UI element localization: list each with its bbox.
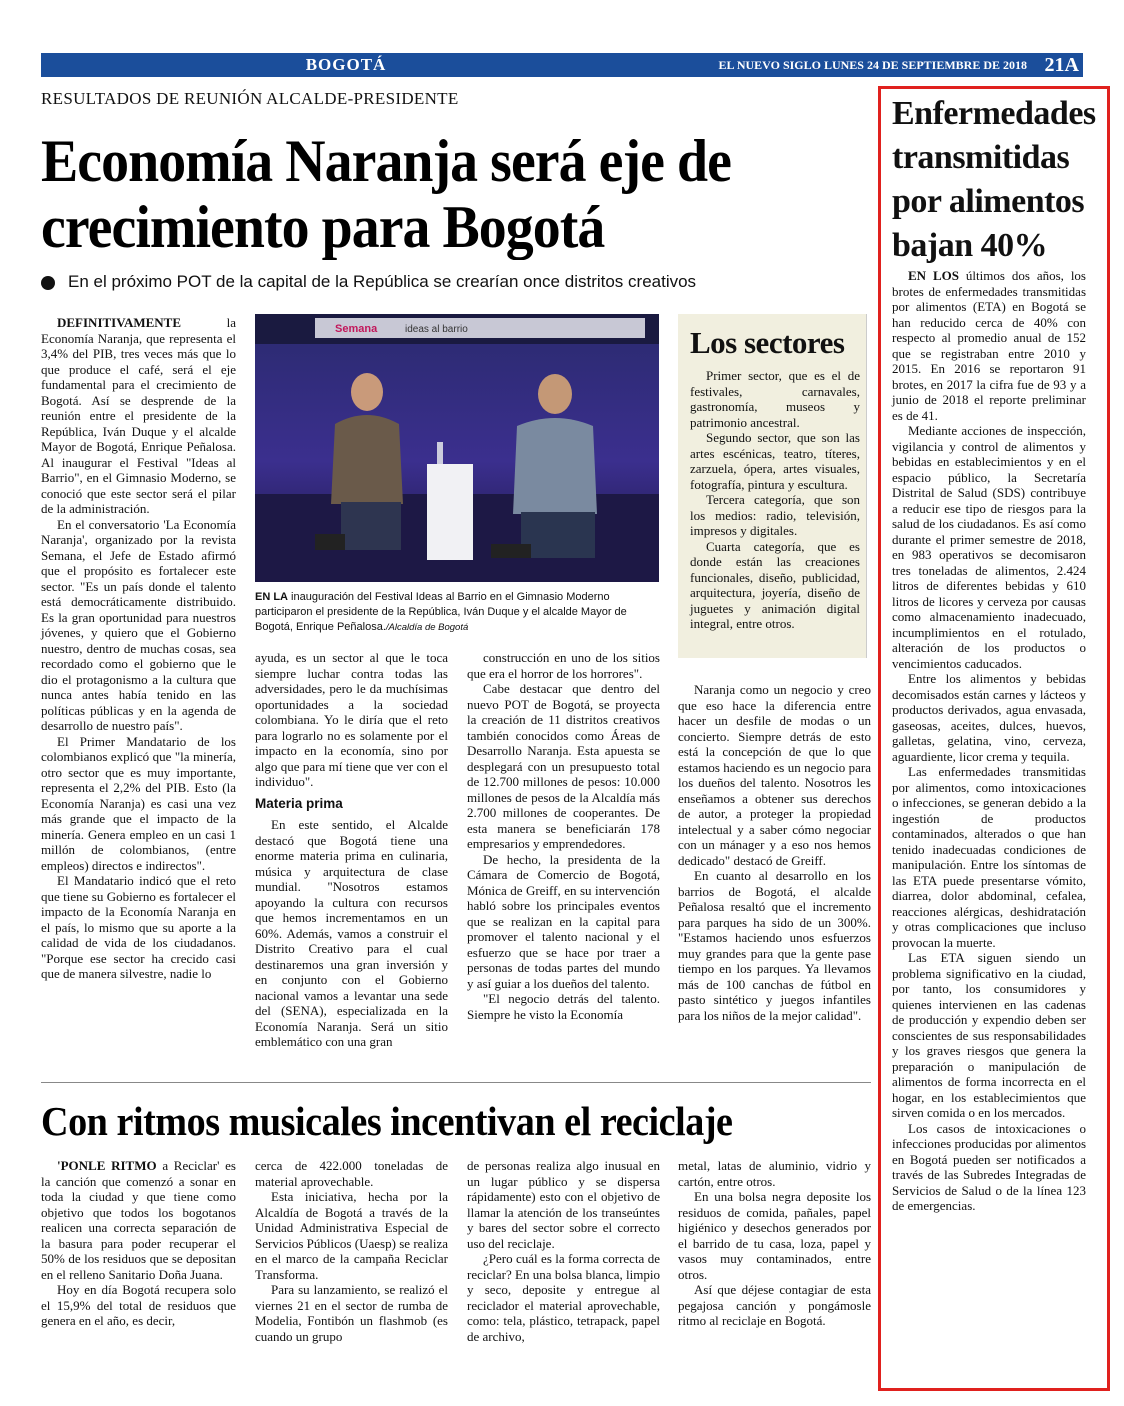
column-paragraph xyxy=(467,1158,660,1251)
column-paragraph xyxy=(255,1158,448,1189)
column-paragraph xyxy=(467,991,660,1022)
publication-date: EL NUEVO SIGLO LUNES 24 DE SEPTIEMBRE DE 2018 xyxy=(718,58,1027,72)
page-header-bar xyxy=(41,53,1083,77)
sector-item: Segundo sector, que son las artes escénicas, teatro, títeres, zarzuela, ópera, artes visuales, fotografía, pintura y escultura. xyxy=(690,430,860,492)
second-article-column-2 xyxy=(255,1158,448,1344)
paragraph-text: "El negocio detrás del talento. Siempre he visto la Economía xyxy=(467,991,660,1022)
paragraph-text: últimos dos años, los brotes de enfermedades transmitidas por alimentos (ETA) en Bogotá se han reducido cerca de 40% con respecto al promedio anual de 152 que se registraban entre 2010 y 2015. En 2016 se reportaron 91 brotes, en 2017 la cifra fue de 93 y a junio de 2018 el reporte preliminar es de 41. xyxy=(892,268,1086,423)
column-paragraph xyxy=(41,315,236,517)
bullet-icon xyxy=(41,276,55,290)
sector-item: Cuarta categoría, que es donde están las creaciones funcionales, diseño, publicidad, arquitectura, joyería, diseño de juguetes y animación digital integral, entre otros. xyxy=(690,538,860,631)
paragraph-text: metal, latas de aluminio, vidrio y cartón, entre otros. xyxy=(678,1158,871,1189)
column-paragraph xyxy=(467,650,660,681)
caption-lead: EN LA xyxy=(255,591,288,603)
article-headline: Economía Naranja será eje de crecimiento para Bogotá xyxy=(41,128,731,260)
article-column-3 xyxy=(467,650,660,1022)
column-paragraph xyxy=(467,681,660,852)
sidebar-headline: Enfermedades transmitidas por alimentos bajan 40% xyxy=(892,95,1096,264)
photo-banner-text-2: ideas al barrio xyxy=(405,324,468,335)
paragraph-text: Cabe destacar que dentro del nuevo POT de Bogotá, se proyecta la creación de 11 distritos creativos también conocidos como Áreas de Desarrollo Naranja. Esta apuesta se desplegará con un presupuesto total de 12.700 millones de pesos: 10.000 millones de pesos de la Alcaldía más 2.700 millones de cooperantes. De esta manera se beneficiarán 178 empresarios y emprendedores. xyxy=(467,681,660,851)
second-article-column-3 xyxy=(467,1158,660,1344)
photo-banner-text: Semana xyxy=(335,323,378,335)
paragraph-text: cerca de 422.000 toneladas de material aprovechable. xyxy=(255,1158,448,1189)
second-article-column-1 xyxy=(41,1158,236,1329)
column-paragraph xyxy=(41,873,236,982)
lead-word: 'PONLE RITMO xyxy=(57,1158,157,1173)
second-article-headline: Con ritmos musicales incentivan el reciclaje xyxy=(41,1098,733,1144)
column-paragraph xyxy=(892,764,1086,950)
column-paragraph xyxy=(467,852,660,992)
sector-item: Tercera categoría, que son los medios: radio, televisión, impresos y digitales. xyxy=(690,492,860,538)
column-paragraph: En este sentido, el Alcalde destacó que Bogotá tiene una enorme materia prima en culinaria, música y arquitectura de clase mundial. "Nosotros estamos apoyando la cultura con recursos que hemos incrementamos en un 60%. Además, vamos a construir el Distrito Creativo para el cual destinaremos una gran inversión y en conjunto con el Gobierno nacional vamos a levantar una sede del (SENA), especializada en la Economía Naranja. Será un sitio emblemático con una gran xyxy=(255,817,448,1049)
paragraph-text: ¿Pero cuál es la forma correcta de reciclar? En una bolsa blanca, limpio y seco, deposite y entregue al reciclador el material aprovechable, como: tela, plástico, tetrapack, papel de archivo, xyxy=(467,1251,660,1344)
paragraph-text: En una bolsa negra deposite los residuos de comida, pañales, papel higiénico y desechos generados por el barrido de tu casa, loza, papel y vasos muy contaminados, entre otros. xyxy=(678,1189,871,1282)
lead-word: EN LOS xyxy=(908,268,959,283)
paragraph-text: a Reciclar' es la canción que comenzó a sonar en toda la ciudad y que tiene como objetivo que todos los bogotanos realicen una correcta separación de la basura para poder recuperar el 50% de los residuos que se depositan en el relleno Sanitario Doña Juana. xyxy=(41,1158,236,1282)
paragraph-text: Naranja como un negocio y creo que eso hace la diferencia entre hacer un desfile de modas o un concierto. Siempre detrás de esto está la concepción de que lo que estamos haciendo es un negocio para los dueños del talento. Nosotros les enseñamos a obtener sus derechos de autor, a proteger la propiedad intelectual y a saber cómo negociar con un mánager y a eso nos hemos dedicado" destacó de Greiff. xyxy=(678,682,871,868)
column-paragraph xyxy=(41,517,236,734)
article-column-4 xyxy=(678,682,871,1023)
column-paragraph xyxy=(41,1158,236,1282)
paragraph-text: El Primer Mandatario de los colombianos explicó que "la minería, otro sector que es muy importante, representa el 2,2% del PIB. Esto (la Economía Naranja) es casi una vez más grande que el impacto de la minería. Genera empleo en un casi 1 millón de colombianos, (entre empleos) directos e indirectos". xyxy=(41,733,236,873)
second-article-column-4 xyxy=(678,1158,871,1329)
sectores-title: Los sectores xyxy=(690,325,845,360)
paragraph-text: Mediante acciones de inspección, vigilancia y control de alimentos y bebidas en establecimientos y en el espacio público, la Secretaría Distrital de Salud (SDS) contribuye a reducir ese tipo de riesgos para la salud de los ciudadanos. Es así como durante el primer semestre de 2018, en 983 operativos se decomisaron tres toneladas de alimentos, 2.424 litros de diferentes bebidas y 610 litros de licores y cerveza por causas como almacenamiento inadecuado, incumplimientos en el rotulado, alteración de los productos o vencimientos caducados. xyxy=(892,423,1086,671)
page-number: 21A xyxy=(1044,54,1079,76)
paragraph-text: En cuanto al desarrollo en los barrios de Bogotá, el alcalde Peñalosa resaltó que el incremento para parques ha sido de un 300%. "Estamos haciendo unos esfuerzos muy grandes para que la gente pase tiempo en los parques. Ya llevamos más de 100 canchas de fútbol en pasto sintético y juegos infantiles para los niños de la mejor calidad". xyxy=(678,868,871,1023)
paragraph-text: Entre los alimentos y bebidas decomisados están carnes y lácteos y productos derivados, agua envasada, gaseosas, aceites, dulces, huevos, galletas, gelatina, vino, cerveza, aguardiente, licor crema y tequila. xyxy=(892,671,1086,764)
column-paragraph xyxy=(892,1121,1086,1214)
lead-word: DEFINITIVAMENTE xyxy=(57,315,182,330)
paragraph-text: Las ETA siguen siendo un problema significativo en la ciudad, por tanto, los consumidores y quienes intervienen en las cadenas de producción y expendio deben ser conscientes de sus responsabilidades y los graves riesgos que genera la preparación o manipulación de alimentos de forma incorrecta en el hogar, en los establecimientos que sirven comida o en los mercados. xyxy=(892,950,1086,1120)
paragraph-text: Así que déjese contagiar de esta pegajosa canción y pongámosle ritmo al reciclaje en Bogotá. xyxy=(678,1282,871,1328)
caption-text: inauguración del Festival Ideas al Barrio en el Gimnasio Moderno participaron el presidente de la República, Iván Duque y el alcalde Mayor de Bogotá, Enrique Peñalosa. xyxy=(255,591,627,633)
column-paragraph xyxy=(892,671,1086,764)
column-paragraph: ayuda, es un sector al que le toca siempre luchar contra todas las adversidades, pero le da muchísimas oportunidades a la sociedad colombiana. Yo le diría que el reto para lograrlo no es solamente por el impacto en la economía, sino por algo que para mí tiene que ver con el individuo". xyxy=(255,650,448,789)
sector-item: Primer sector, que es el de festivales, carnavales, gastronomía, museos y patrimonio ancestral. xyxy=(690,368,860,430)
column-paragraph xyxy=(255,1189,448,1282)
article-photo xyxy=(255,314,659,582)
paragraph-text: construcción en uno de los sitios que era el horror de los horrores". xyxy=(467,650,660,681)
paragraph-text: De hecho, la presidenta de la Cámara de Comercio de Bogotá, Mónica de Greiff, en su intervención habló sobre los principales eventos que se realizan en la capital para promover el talento nacional y el esfuerzo que se hace por traer a personas de todas partes del mundo y así guiar a los dueños del talento. xyxy=(467,851,660,991)
column-paragraph xyxy=(678,1282,871,1329)
column-paragraph xyxy=(678,1189,871,1282)
photo-caption xyxy=(255,590,661,635)
section-name: BOGOTÁ xyxy=(305,55,387,74)
paragraph-text: Las enfermedades transmitidas por alimentos, como intoxicaciones o infecciones, se generan debido a la ingestión de productos contaminados, alterados o que han tenido inadecuadas condiciones de manipulación. Entre los síntomas de las ETA puede presentarse vómito, diarrea, dolor abdominal, cefalea, reacciones alérgicas, deshidratación y otras complicaciones que incluso provocan la muerte. xyxy=(892,764,1086,950)
event-photo-illustration xyxy=(255,314,659,582)
column-paragraph xyxy=(892,423,1086,671)
paragraph-text: Los casos de intoxicaciones o infecciones producidas por alimentos en Bogotá pueden ser notificados a través de las Subredes Integradas de Servicios de Salud o de la línea 123 de emergencias. xyxy=(892,1120,1086,1213)
paragraph-text: En el conversatorio 'La Economía Naranja', organizado por la revista Semana, el Jefe de Estado afirmó que el propósito es fortalecer este sector. "Es un país donde el talento está democráticamente distribuido. Es la gran oportunidad para nuestros jóvenes, y quiero que el Gobierno nuestro, dentro de muchas cosas, sea recordado como el gobierno que le dio el protagonismo a la cultura que nunca antes había tenido en las políticas públicas y en la agenda de desarrollo de nuestro país". xyxy=(41,516,236,733)
article-column-1 xyxy=(41,315,236,982)
article-column-2 xyxy=(255,650,448,1050)
column-paragraph xyxy=(255,1282,448,1344)
paragraph-text: Hoy en día Bogotá recupera solo el 15,9% del total de residuos que genera en el año, es decir, xyxy=(41,1282,236,1328)
column-paragraph xyxy=(678,682,871,868)
column-paragraph xyxy=(892,950,1086,1121)
article-kicker: RESULTADOS DE REUNIÓN ALCALDE-PRESIDENTE xyxy=(41,89,459,108)
paragraph-text: de personas realiza algo inusual en un lugar público y se dispersa rápidamente) esto con el objetivo de llamar la atención de los transeúntes y bares del sector sobre el correcto uso del reciclaje. xyxy=(467,1158,660,1251)
column-paragraph xyxy=(41,734,236,874)
paragraph-text: la Economía Naranja, que representa el 3,4% del PIB, tres veces más que lo que produce el café, será el eje fundamental para el crecimiento de Bogotá. Así se desprende de la reunión entre el presidente de la República, Iván Duque y el alcalde Mayor de Bogotá, Enrique Peñalosa. Al inaugurar el Festival "Ideas al Barrio", en el Gimnasio Moderno, se conoció que este sector será el pilar de la administración. xyxy=(41,315,236,516)
article-divider xyxy=(41,1082,871,1083)
sectores-list xyxy=(690,368,860,632)
sidebar-body xyxy=(892,268,1086,1214)
column-paragraph xyxy=(678,1158,871,1189)
photo-credit: /Alcaldía de Bogotá xyxy=(385,622,469,633)
paragraph-text: Para su lanzamiento, se realizó el viernes 21 en el sector de rumba de Modelia, Fontibón un flashmob (es cuando un grupo xyxy=(255,1282,448,1344)
paragraph-text: El Mandatario indicó que el reto que tiene su Gobierno es fortalecer el impacto de la Economía Naranja en el país, lo mismo que su aporte a la calidad de vida de los ciudadanos. "Porque ese sector ha crecido casi que de manera silvestre, nadie lo xyxy=(41,873,236,981)
article-subhead: En el próximo POT de la capital de la República se crearían once distritos creativos xyxy=(68,272,697,291)
column-paragraph xyxy=(467,1251,660,1344)
column-paragraph xyxy=(678,868,871,1023)
column-subheading: Materia prima xyxy=(255,795,343,811)
column-paragraph xyxy=(41,1282,236,1329)
paragraph-text: Esta iniciativa, hecha por la Alcaldía de Bogotá a través de la Unidad Administrativa Especial de Servicios Públicos (Uaesp) se realiza en el marco de la campaña Reciclar Transforma. xyxy=(255,1189,448,1282)
column-paragraph xyxy=(892,268,1086,423)
